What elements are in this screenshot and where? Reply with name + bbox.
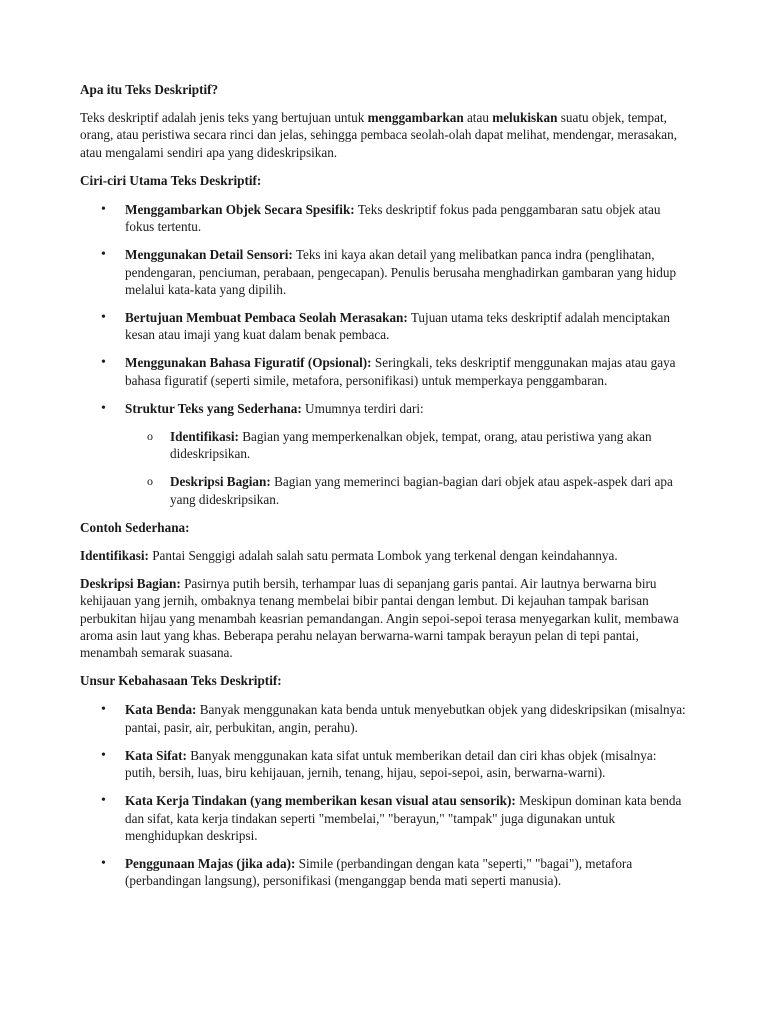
item-bold: Struktur Teks yang Sederhana: bbox=[125, 400, 302, 416]
contoh-heading: Contoh Sederhana: bbox=[80, 519, 190, 535]
item-text: Banyak menggunakan kata sifat untuk memberikan detail dan ciri khas objek (misalnya: putih, bersih, luas, biru kehijauan, jernih, tenang, hijau, sepoi-sepoi, asin, berwarna-warni). bbox=[125, 747, 657, 781]
list-item bbox=[80, 747, 688, 781]
list-item bbox=[80, 201, 688, 235]
item-text: Bagian yang memerinci bagian-bagian dari objek atau aspek-aspek dari apa yang dideskripsikan. bbox=[170, 474, 673, 507]
list-item bbox=[80, 400, 688, 508]
unsur-heading: Unsur Kebahasaan Teks Deskriptif: bbox=[80, 673, 282, 689]
ciri-list bbox=[80, 201, 688, 508]
list-item bbox=[80, 246, 688, 298]
list-item bbox=[80, 792, 688, 844]
item-bold: Menggunakan Detail Sensori: bbox=[125, 247, 293, 263]
item-text: Tujuan utama teks deskriptif adalah menciptakan kesan atau imaji yang kuat dalam benak pembaca. bbox=[125, 310, 671, 343]
contoh-deskripsi bbox=[80, 575, 688, 661]
item-text: Pantai Senggigi adalah salah satu permata Lombok yang terkenal dengan keindahannya. bbox=[148, 548, 618, 564]
sub-list-item bbox=[125, 428, 688, 462]
ciri-heading: Ciri-ciri Utama Teks Deskriptif: bbox=[80, 172, 262, 188]
item-text: Teks deskriptif fokus pada penggambaran satu objek atau fokus tertentu. bbox=[125, 202, 661, 235]
list-item bbox=[80, 354, 688, 388]
item-text: Banyak menggunakan kata benda untuk menyebutkan objek yang dideskripsikan (misalnya: pantai, pasir, air, perbukitan, angin, perahu). bbox=[125, 702, 686, 735]
intro-paragraph bbox=[80, 109, 688, 161]
list-item bbox=[80, 701, 688, 735]
item-bold: Menggunakan Bahasa Figuratif (Opsional): bbox=[125, 355, 372, 371]
item-bold: Kata Benda: bbox=[125, 702, 197, 718]
intro-text: Teks deskriptif adalah jenis teks yang bertujuan untuk bbox=[80, 110, 368, 126]
item-text: Bagian yang memperkenalkan objek, tempat, orang, atau peristiwa yang akan dideskripsikan. bbox=[170, 429, 652, 462]
item-bold: Bertujuan Membuat Pembaca Seolah Merasakan: bbox=[125, 310, 408, 326]
page-title: Apa itu Teks Deskriptif? bbox=[80, 82, 219, 97]
item-bold: Identifikasi: bbox=[170, 429, 239, 445]
struktur-list bbox=[125, 428, 688, 508]
item-bold: Penggunaan Majas (jika ada): bbox=[125, 855, 296, 871]
item-bold: Deskripsi Bagian: bbox=[170, 474, 271, 490]
sub-list-item bbox=[125, 473, 688, 507]
item-bold: Kata Kerja Tindakan (yang memberikan kesan visual atau sensorik): bbox=[125, 793, 516, 809]
list-item bbox=[80, 855, 688, 889]
item-text: Simile (perbandingan dengan kata "seperti," "bagai"), metafora (perbandingan langsung), personifikasi (menganggap benda mati seperti manusia). bbox=[125, 855, 633, 889]
item-text: Meskipun dominan kata benda dan sifat, kata kerja tindakan seperti "membelai," "berayun," "tampak" juga digunakan untuk menghidupkan deskripsi. bbox=[125, 793, 682, 843]
intro-bold: menggambarkan bbox=[367, 110, 464, 126]
list-item bbox=[80, 309, 688, 343]
item-text: Umumnya terdiri dari: bbox=[301, 400, 424, 416]
item-bold: Menggambarkan Objek Secara Spesifik: bbox=[125, 202, 355, 218]
item-bold: Kata Sifat: bbox=[125, 747, 187, 763]
item-text: Seringkali, teks deskriptif menggunakan majas atau gaya bahasa figuratif (seperti simile, metafora, personifikasi) untuk memperkaya penggambaran. bbox=[125, 355, 676, 388]
intro-bold: melukiskan bbox=[492, 110, 558, 126]
item-bold: Deskripsi Bagian: bbox=[80, 576, 181, 592]
unsur-list bbox=[80, 701, 688, 889]
intro-text: suatu objek, tempat, orang, atau peristiwa secara rinci dan jelas, sehingga pembaca seolah-olah dapat melihat, mendengar, merasakan, atau mengalami sendiri apa yang dideskripsikan. bbox=[80, 110, 678, 160]
contoh-identifikasi bbox=[80, 547, 688, 564]
item-text: Pasirnya putih bersih, terhampar luas di sepanjang garis pantai. Air lautnya berwarna biru kehijauan yang jernih, ombaknya tenang membelai bibir pantai dengan lembut. Di kejauhan tampak barisan perbukitan hijau yang menambah keasrian pemandangan. Angin sepoi-sepoi terasa menyegarkan kulit, membawa aroma asin laut yang khas. Beberapa perahu nelayan berwarna-warni tampak berayun pelan di tepi pantai, menambah semarak suasana. bbox=[80, 576, 679, 661]
item-text: Teks ini kaya akan detail yang melibatkan panca indra (penglihatan, pendengaran, penciuman, perabaan, pengecapan). Penulis berusaha menghadirkan gambaran yang hidup melalui kata-kata yang dipilih. bbox=[125, 247, 677, 297]
intro-text: atau bbox=[463, 110, 493, 126]
item-bold: Identifikasi: bbox=[80, 548, 149, 564]
